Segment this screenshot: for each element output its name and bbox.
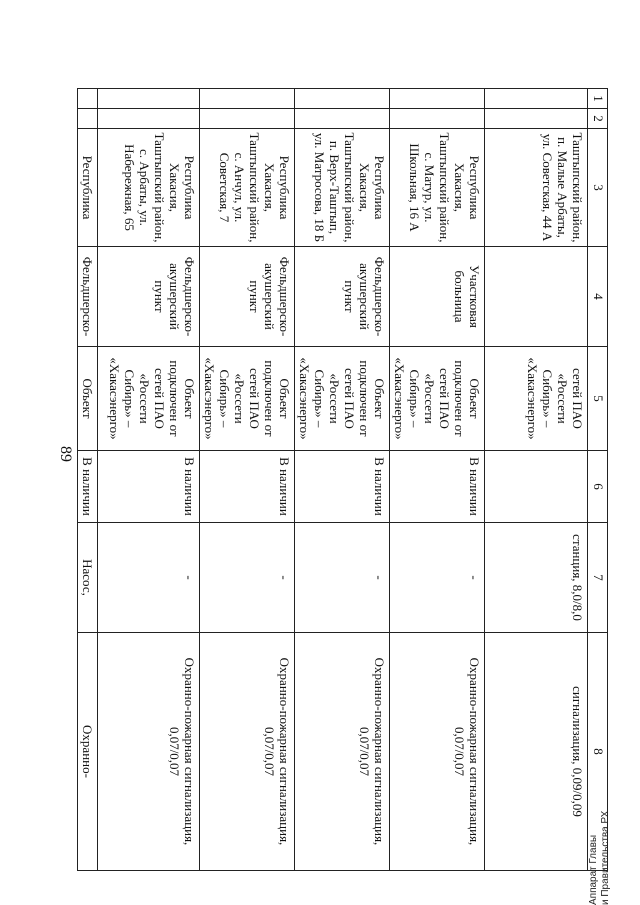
page-number: 89 bbox=[57, 446, 74, 462]
table-cell bbox=[485, 451, 588, 523]
table-cell bbox=[390, 109, 485, 129]
table-cell: В наличии bbox=[78, 451, 98, 523]
table-cell bbox=[98, 89, 200, 109]
header-cell: 7 bbox=[588, 523, 608, 633]
table-row bbox=[200, 89, 295, 871]
header-cell: 1 bbox=[588, 89, 608, 109]
header-cell: 4 bbox=[588, 247, 608, 347]
document-table bbox=[77, 88, 608, 871]
table-cell: Охранно-пожарная сигнализация, 0,07/0,07 bbox=[390, 633, 485, 871]
header-cell: 8 bbox=[588, 633, 608, 871]
table-row bbox=[485, 89, 588, 871]
footer-line: и Правительства РХ bbox=[600, 810, 611, 905]
table-cell bbox=[485, 109, 588, 129]
table-cell bbox=[200, 109, 295, 129]
table-cell: Таштыпский район, п. Малые Арбаты, ул. Советская, 44 А bbox=[485, 129, 588, 247]
rotated-table-container bbox=[80, 88, 608, 870]
table-cell: - bbox=[98, 523, 200, 633]
table-cell: сетей ПАО «Россети Сибирь» – «Хакасэнерго» bbox=[485, 347, 588, 451]
table-cell: Республика Хакасия, Таштыпский район, с. Матур, ул. Школьная, 16 А bbox=[390, 129, 485, 247]
table-cell: станция, 8,0/8,0 bbox=[485, 523, 588, 633]
table-cell: Объект bbox=[78, 347, 98, 451]
table-cell: Объект подключен от сетей ПАО «Россети Сибирь» – «Хакасэнерго» bbox=[390, 347, 485, 451]
table-cell bbox=[98, 109, 200, 129]
table-cell: В наличии bbox=[98, 451, 200, 523]
table-cell: Насос, bbox=[78, 523, 98, 633]
table-cell: Объект подключен от сетей ПАО «Россети Сибирь» – «Хакасэнерго» bbox=[98, 347, 200, 451]
table-row bbox=[98, 89, 200, 871]
table-cell: Республика bbox=[78, 129, 98, 247]
header-cell: 5 bbox=[588, 347, 608, 451]
table-cell: Фельдшерско-акушерский пункт bbox=[295, 247, 390, 347]
table-cell: Охранно-пожарная сигнализация, 0,07/0,07 bbox=[295, 633, 390, 871]
table-cell: В наличии bbox=[200, 451, 295, 523]
table-cell: Объект подключен от сетей ПАО «Россети Сибирь» – «Хакасэнерго» bbox=[200, 347, 295, 451]
table-cell: Фельдшерско- bbox=[78, 247, 98, 347]
table-cell: Фельдшерско-акушерский пункт bbox=[98, 247, 200, 347]
table-cell: Охранно-пожарная сигнализация, 0,07/0,07 bbox=[98, 633, 200, 871]
table-cell bbox=[200, 89, 295, 109]
table-cell bbox=[485, 89, 588, 109]
table-cell: Фельдшерско-акушерский пункт bbox=[200, 247, 295, 347]
table-cell: Охранно-пожарная сигнализация, 0,07/0,07 bbox=[200, 633, 295, 871]
header-cell: 6 bbox=[588, 451, 608, 523]
table-cell: Республика Хакасия, Таштыпский район, с. Анчул, ул. Советская, 7 bbox=[200, 129, 295, 247]
table-cell bbox=[295, 89, 390, 109]
table-cell: Объект подключен от сетей ПАО «Россети Сибирь» – «Хакасэнерго» bbox=[295, 347, 390, 451]
header-cell: 2 bbox=[588, 109, 608, 129]
table-cell: В наличии bbox=[390, 451, 485, 523]
header-cell: 3 bbox=[588, 129, 608, 247]
table-cell bbox=[78, 109, 98, 129]
table-row bbox=[390, 89, 485, 871]
table-cell: - bbox=[295, 523, 390, 633]
footer-stamp bbox=[588, 605, 612, 905]
table-cell: сигнализация, 0,09/0,09 bbox=[485, 633, 588, 871]
table-cell: Охранно- bbox=[78, 633, 98, 871]
table-cell: В наличии bbox=[295, 451, 390, 523]
footer-line: Аппарат Главы bbox=[588, 834, 599, 905]
table-row bbox=[78, 89, 98, 871]
table-cell: Участковая больница bbox=[390, 247, 485, 347]
table-cell bbox=[295, 109, 390, 129]
table-cell: - bbox=[200, 523, 295, 633]
table-cell: Республика Хакасия, Таштыпский район, с. Арбаты, ул. Набережная, 65 bbox=[98, 129, 200, 247]
table-cell: Республика Хакасия, Таштыпский район, п. Верх-Таштып, ул. Матросова, 18 Б bbox=[295, 129, 390, 247]
table-cell bbox=[485, 247, 588, 347]
table-row bbox=[295, 89, 390, 871]
table-cell bbox=[78, 89, 98, 109]
table-cell: - bbox=[390, 523, 485, 633]
table-cell bbox=[390, 89, 485, 109]
